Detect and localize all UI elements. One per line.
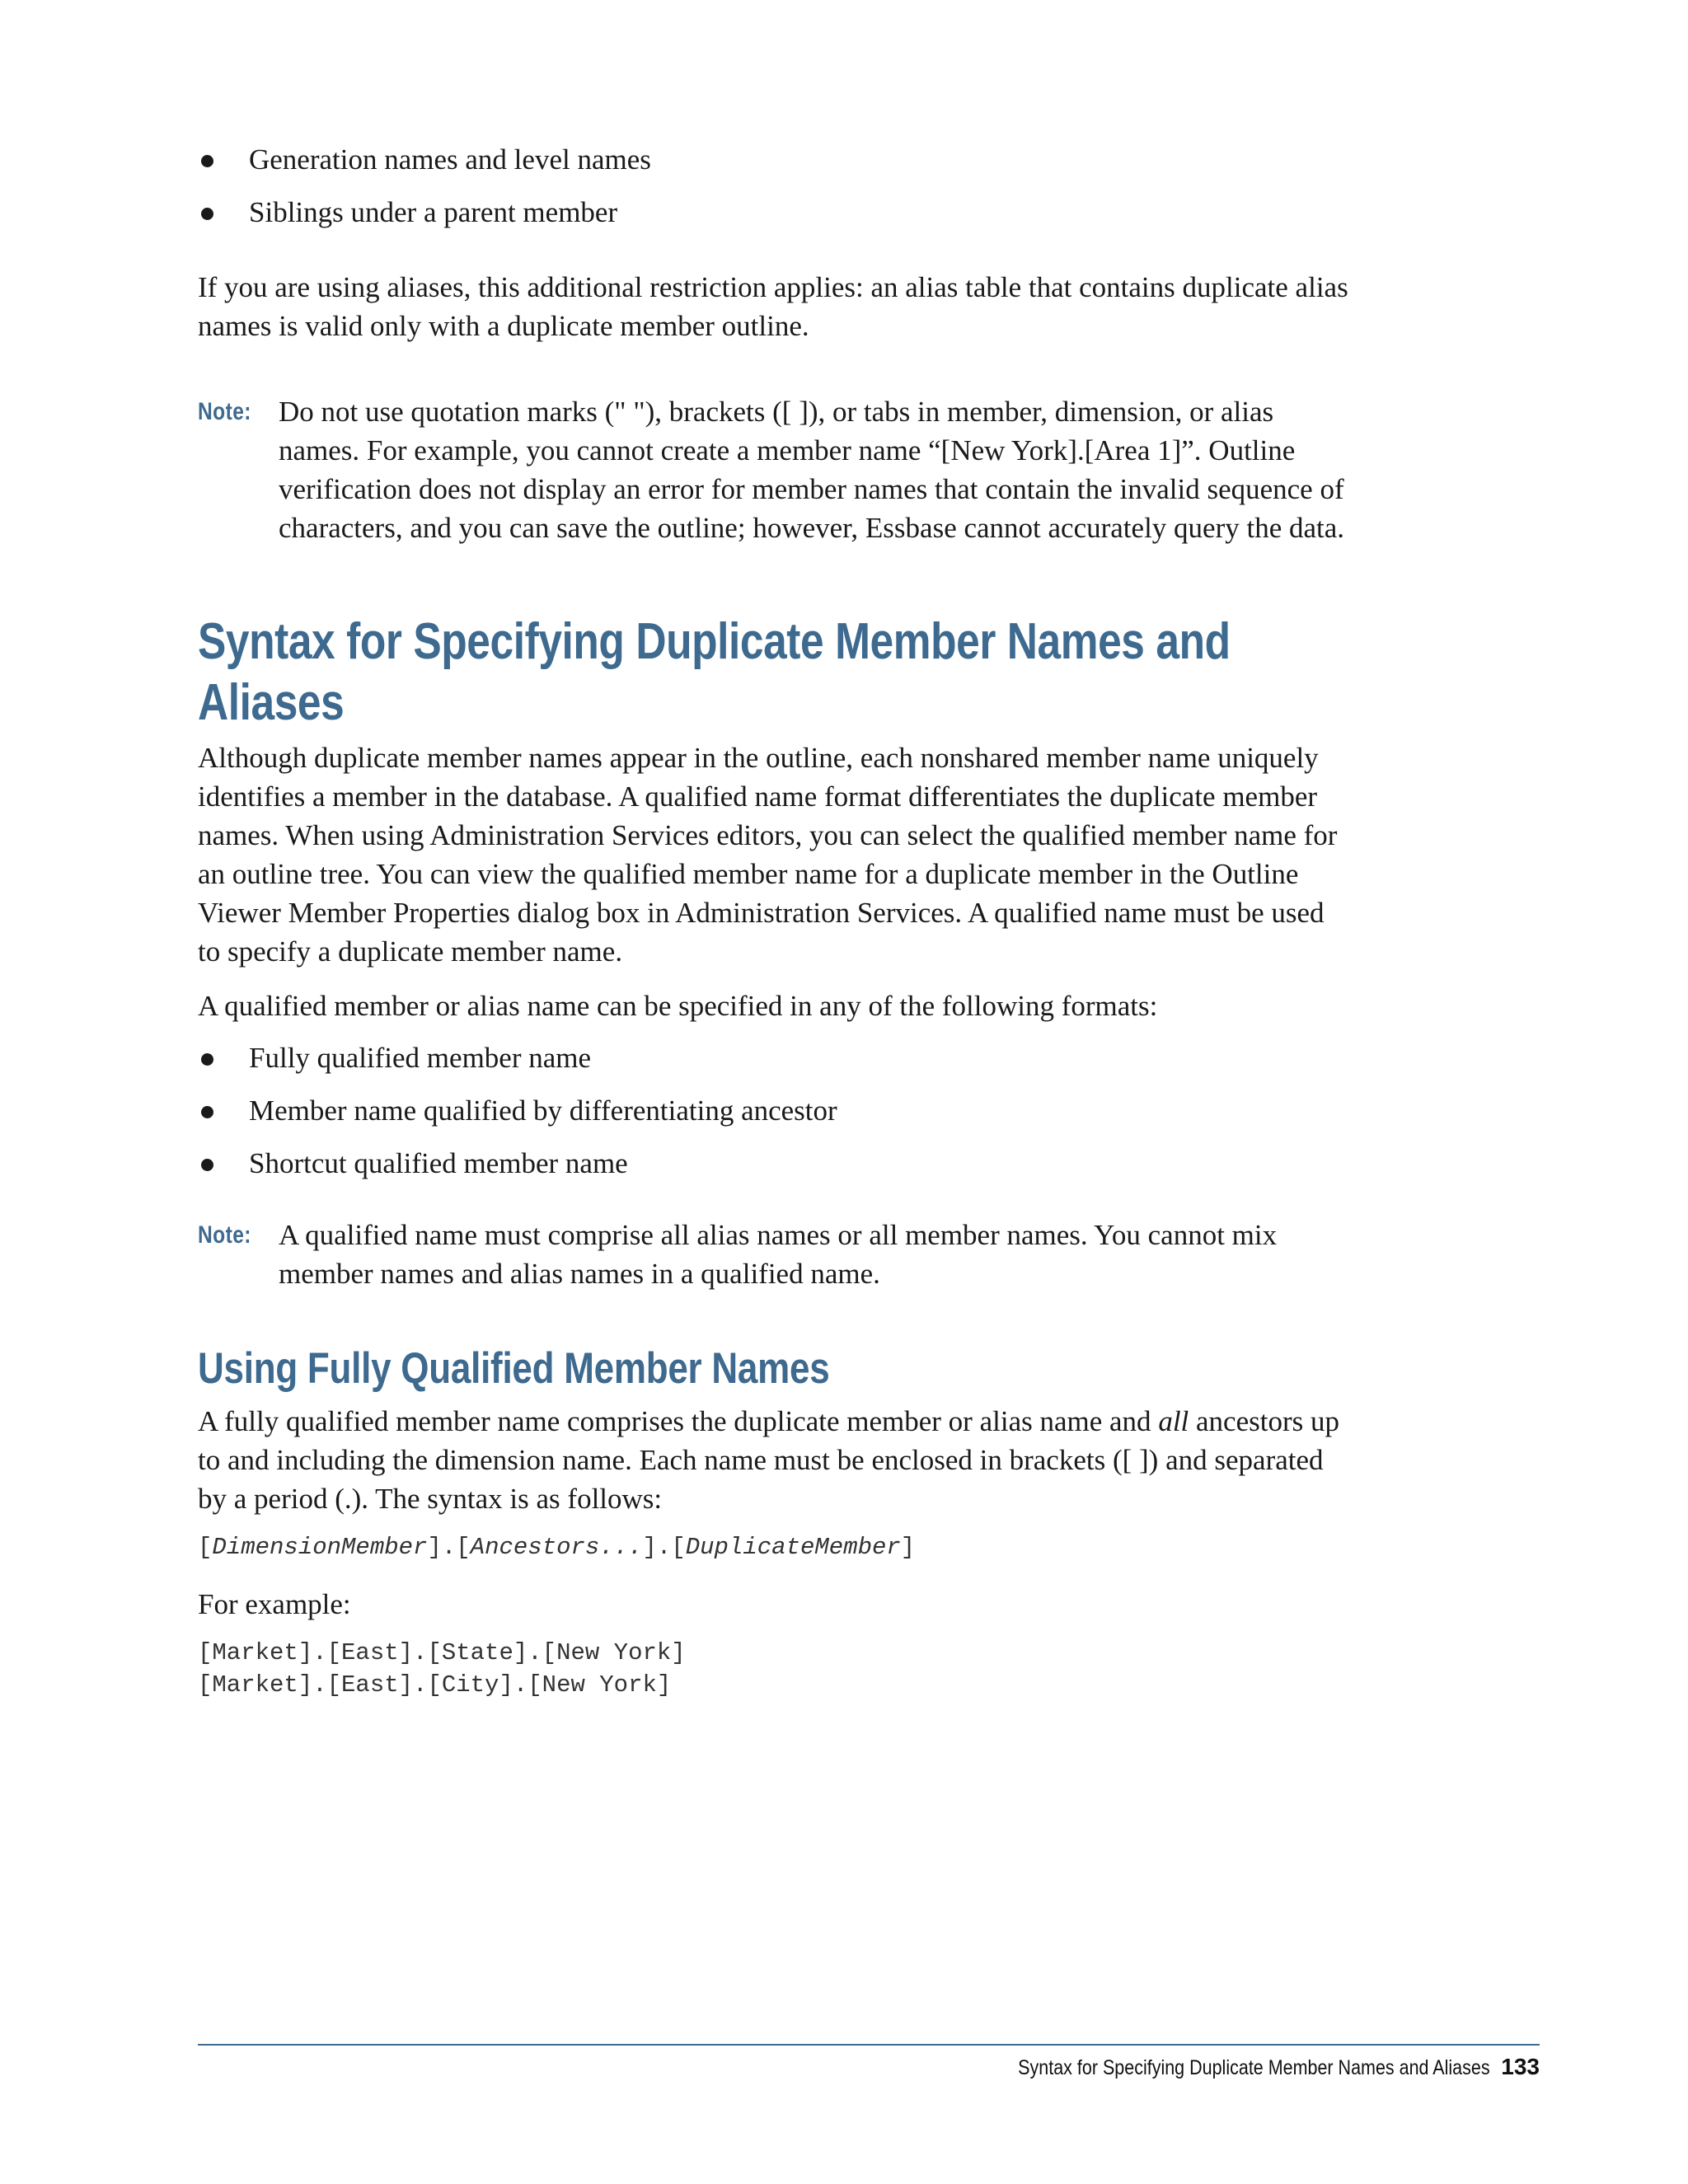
page-number: 133	[1501, 2054, 1540, 2079]
note-quotation-marks	[198, 392, 1352, 547]
note-text: A qualified name must comprise all alias names or all member names. You cannot mix member names and alias names in a qualified name.	[279, 1219, 1278, 1290]
emphasis-all: all	[1158, 1405, 1189, 1437]
bullet-icon	[201, 1053, 213, 1066]
bullet-icon	[201, 155, 213, 167]
note-qualified-name	[198, 1216, 1352, 1293]
list-item: Member name qualified by differentiating ancestor	[198, 1091, 1352, 1130]
example-label: For example:	[198, 1588, 351, 1620]
bullet-icon	[201, 1159, 213, 1171]
page-content	[198, 140, 1352, 1701]
bullet-icon	[201, 208, 213, 220]
fully-qualified-paragraph: A fully qualified member name comprises the duplicate member or alias name and all ancestors up to and including the dimension name. Each name must be enclosed in brackets ([ ]) and separated by a period (.). The syntax is as follows:	[198, 1405, 1339, 1515]
list-item: Shortcut qualified member name	[198, 1144, 1352, 1183]
footer-divider	[198, 2044, 1540, 2046]
formats-intro-paragraph: A qualified member or alias name can be specified in any of the following formats:	[198, 990, 1158, 1022]
section-paragraph: Although duplicate member names appear in the outline, each nonshared member name uniquely identifies a member in the database. A qualified name format differentiates the duplicate member names. When using Administration Services editors, you can select the qualified member name for an outline tree. You can view the qualified member name for a duplicate member in the Outline Viewer Member Properties dialog box in Administration Services. A qualified name must be used to specify a duplicate member name.	[198, 742, 1338, 968]
code-line: [Market].[East].[State].[New York]	[198, 1639, 686, 1666]
footer-section-title: Syntax for Specifying Duplicate Member Names and Aliases	[1017, 2056, 1490, 2079]
format-bullet-list	[198, 1038, 1352, 1183]
example-code-block	[198, 1637, 1352, 1701]
aliases-paragraph: If you are using aliases, this additional restriction applies: an alias table that contains duplicate alias names is valid only with a duplicate member outline.	[198, 271, 1348, 342]
list-item: Fully qualified member name	[198, 1038, 1352, 1077]
note-text: Do not use quotation marks (" "), brackets ([ ]), or tabs in member, dimension, or alias names. For example, you cannot create a member name “[New York].[Area 1]”. Outline verification does not display an error for member names that contain the invalid sequence of characters, and you can save the outline; however, Essbase cannot accurately query the data.	[279, 396, 1345, 544]
intro-bullet-list	[198, 140, 1352, 232]
syntax-line: [DimensionMember].[Ancestors...].[DuplicateMember]	[198, 1534, 916, 1561]
note-label: Note:	[198, 1221, 251, 1249]
code-line: [Market].[East].[City].[New York]	[198, 1671, 672, 1699]
list-item: Generation names and level names	[198, 140, 1352, 179]
list-item: Siblings under a parent member	[198, 193, 1352, 232]
bullet-icon	[201, 1106, 213, 1118]
page-footer	[941, 2052, 1540, 2083]
subsection-title: Using Fully Qualified Member Names	[198, 1344, 830, 1393]
note-label: Note:	[198, 398, 251, 425]
section-title: Syntax for Specifying Duplicate Member Names and Aliases	[198, 613, 1231, 731]
